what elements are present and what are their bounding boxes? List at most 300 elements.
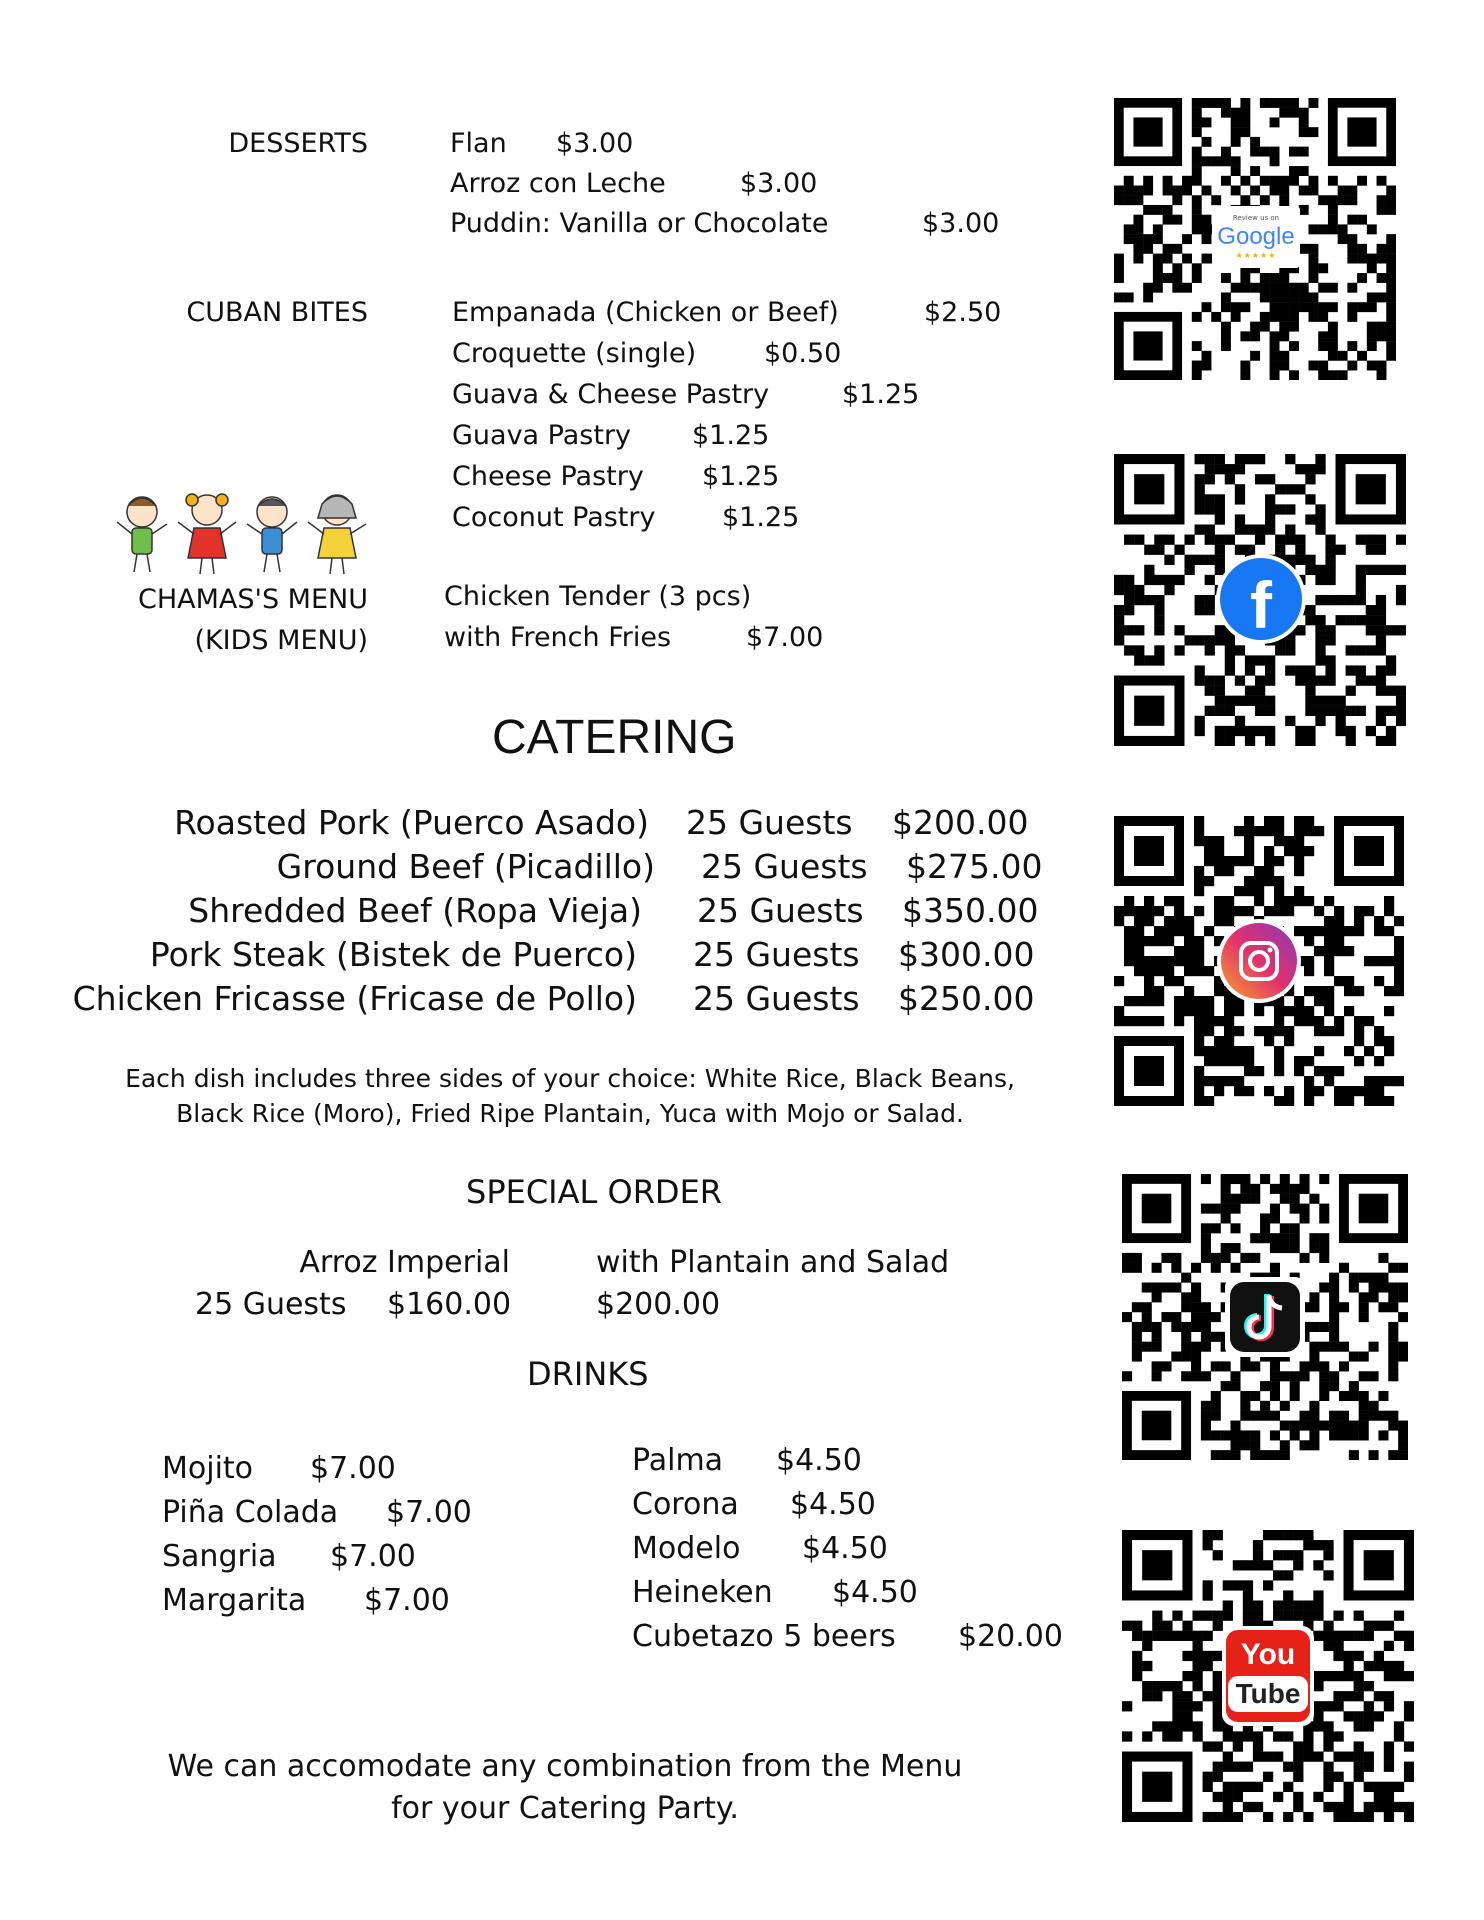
qr-module bbox=[1339, 1342, 1349, 1352]
qr-module bbox=[1192, 1641, 1202, 1651]
qr-module bbox=[1270, 1233, 1280, 1243]
qr-module bbox=[1270, 283, 1280, 293]
qr-module bbox=[1369, 1401, 1379, 1411]
qr-module bbox=[1163, 254, 1173, 264]
qr-module bbox=[1275, 545, 1285, 555]
qr-module bbox=[1114, 195, 1124, 205]
qr-module bbox=[1346, 595, 1356, 605]
qr-module bbox=[1260, 1450, 1270, 1460]
qr-module bbox=[1313, 1681, 1323, 1691]
qr-module bbox=[1144, 996, 1154, 1006]
qr-module bbox=[1396, 585, 1406, 595]
qr-module bbox=[1359, 1401, 1369, 1411]
qr-module bbox=[1244, 836, 1254, 846]
special-order-guests: 25 Guests bbox=[195, 1287, 347, 1322]
qr-module bbox=[1144, 906, 1154, 916]
qr-module bbox=[1315, 645, 1325, 655]
qr-module bbox=[1354, 926, 1364, 936]
qr-module bbox=[1356, 595, 1366, 605]
qr-module bbox=[1347, 244, 1357, 254]
qr-module bbox=[1250, 1430, 1260, 1440]
qr-module bbox=[1270, 292, 1280, 302]
qr-module bbox=[1374, 1661, 1384, 1671]
qr-module bbox=[1333, 1611, 1343, 1621]
qr-module bbox=[1354, 1752, 1364, 1762]
drink-name: Mojito bbox=[162, 1451, 254, 1486]
qr-module bbox=[1396, 716, 1406, 726]
qr-module bbox=[1384, 906, 1394, 916]
qr-module bbox=[1338, 195, 1348, 205]
kids-menu-heading: CHAMAS'S MENU bbox=[138, 584, 368, 615]
qr-module bbox=[1376, 535, 1386, 545]
qr-module bbox=[1309, 1352, 1319, 1362]
qr-module bbox=[1283, 1530, 1293, 1540]
qr-module bbox=[1253, 1741, 1263, 1751]
qr-module bbox=[1349, 1282, 1359, 1292]
menu-item-name: Guava & Cheese Pastry bbox=[452, 379, 770, 410]
qr-module bbox=[1225, 726, 1235, 736]
qr-module bbox=[1404, 1802, 1414, 1812]
menu-item-name: Cheese Pastry bbox=[452, 461, 644, 492]
qr-module bbox=[1240, 302, 1250, 312]
qr-module bbox=[1284, 1036, 1294, 1046]
qr-module bbox=[1134, 926, 1144, 936]
qr-module bbox=[1213, 1611, 1223, 1621]
qr-module bbox=[1133, 195, 1143, 205]
qr-module bbox=[1122, 1263, 1132, 1273]
qr-module bbox=[1230, 1194, 1240, 1204]
qr-module bbox=[1315, 676, 1325, 686]
qr-module bbox=[1323, 1731, 1333, 1741]
qr-module bbox=[1374, 1651, 1384, 1661]
qr-module bbox=[1404, 1641, 1414, 1651]
qr-module bbox=[1230, 1243, 1240, 1253]
qr-module bbox=[1250, 1233, 1260, 1243]
qr-module bbox=[1386, 341, 1396, 351]
qr-module bbox=[1124, 936, 1134, 946]
qr-module bbox=[1134, 966, 1144, 976]
qr-module bbox=[1244, 816, 1254, 826]
qr-module bbox=[1221, 108, 1231, 118]
qr-module bbox=[1202, 234, 1212, 244]
qr-module bbox=[1304, 956, 1314, 966]
qr-module bbox=[1325, 575, 1335, 585]
qr-module bbox=[1396, 706, 1406, 716]
qr-module bbox=[1354, 906, 1364, 916]
qr-module bbox=[1394, 986, 1404, 996]
qr-module bbox=[1346, 645, 1356, 655]
qr-module bbox=[1214, 1016, 1224, 1026]
qr-module bbox=[1377, 331, 1387, 341]
qr-module bbox=[1274, 1066, 1284, 1076]
qr-module bbox=[1192, 1681, 1202, 1691]
qr-module bbox=[1364, 1016, 1374, 1026]
qr-module bbox=[1289, 147, 1299, 157]
qr-module bbox=[1250, 1411, 1260, 1421]
qr-module bbox=[1223, 1611, 1233, 1621]
qr-module bbox=[1191, 1302, 1201, 1312]
qr-code-youtube[interactable] bbox=[1122, 1530, 1414, 1822]
drink-price: $4.50 bbox=[790, 1487, 876, 1522]
qr-module bbox=[1270, 302, 1280, 312]
qr-module bbox=[1329, 1292, 1339, 1302]
drink-price: $4.50 bbox=[776, 1443, 862, 1478]
qr-module bbox=[1204, 836, 1214, 846]
qr-module bbox=[1384, 1046, 1394, 1056]
qr-module bbox=[1398, 1342, 1408, 1352]
qr-module bbox=[1284, 846, 1294, 856]
qr-module bbox=[1192, 176, 1202, 186]
qr-module bbox=[1305, 706, 1315, 716]
qr-module bbox=[1359, 1292, 1369, 1302]
qr-module bbox=[1356, 676, 1366, 686]
qr-module bbox=[1325, 595, 1335, 605]
qr-module bbox=[1328, 370, 1338, 380]
qr-module bbox=[1172, 1711, 1182, 1721]
qr-module bbox=[1255, 696, 1265, 706]
qr-module bbox=[1184, 936, 1194, 946]
qr-module bbox=[1274, 1006, 1284, 1016]
qr-module bbox=[1132, 1671, 1142, 1681]
qr-module bbox=[1290, 1243, 1300, 1253]
qr-code-google[interactable] bbox=[1114, 98, 1396, 380]
qr-module bbox=[1142, 1302, 1152, 1312]
qr-module bbox=[1374, 1621, 1384, 1631]
qr-module bbox=[1295, 665, 1305, 675]
qr-module bbox=[1369, 1342, 1379, 1352]
qr-module bbox=[1323, 1802, 1333, 1812]
qr-module bbox=[1367, 341, 1377, 351]
qr-module bbox=[1133, 254, 1143, 264]
qr-code-tiktok[interactable] bbox=[1122, 1174, 1408, 1460]
qr-module bbox=[1194, 996, 1204, 1006]
qr-module bbox=[1319, 1381, 1329, 1391]
qr-module bbox=[1233, 1731, 1243, 1741]
qr-module bbox=[1289, 98, 1299, 108]
qr-module bbox=[1225, 665, 1235, 675]
qr-module bbox=[1349, 1421, 1359, 1431]
qr-module bbox=[1388, 1421, 1398, 1431]
qr-module bbox=[1293, 1762, 1303, 1772]
qr-module bbox=[1214, 1076, 1224, 1086]
catering-item-name: Chicken Fricasse (Fricase de Pollo) bbox=[72, 979, 637, 1018]
qr-module bbox=[1319, 1243, 1329, 1253]
qr-module bbox=[1384, 1691, 1394, 1701]
qr-module bbox=[1124, 595, 1134, 605]
qr-module bbox=[1244, 846, 1254, 856]
qr-module bbox=[1386, 655, 1396, 665]
qr-module bbox=[1154, 645, 1164, 655]
qr-module bbox=[1164, 585, 1174, 595]
menu-item-name: Empanada (Chicken or Beef) bbox=[452, 297, 839, 328]
qr-module bbox=[1134, 595, 1144, 605]
qr-module bbox=[1364, 1076, 1374, 1086]
qr-module bbox=[1235, 676, 1245, 686]
drink-name: Corona bbox=[632, 1487, 739, 1522]
qr-module bbox=[1318, 370, 1328, 380]
qr-module bbox=[1329, 1371, 1339, 1381]
qr-module bbox=[1336, 726, 1346, 736]
qr-module bbox=[1203, 1631, 1213, 1641]
qr-module bbox=[1328, 215, 1338, 225]
qr-module bbox=[1289, 292, 1299, 302]
qr-module bbox=[1325, 706, 1335, 716]
qr-module bbox=[1142, 1691, 1152, 1701]
qr-module bbox=[1205, 494, 1215, 504]
qr-module bbox=[1205, 504, 1215, 514]
qr-module bbox=[1144, 916, 1154, 926]
qr-module bbox=[1388, 1263, 1398, 1273]
qr-module bbox=[1324, 936, 1334, 946]
qr-module bbox=[1290, 1184, 1300, 1194]
qr-module bbox=[1264, 826, 1274, 836]
qr-module bbox=[1300, 1174, 1310, 1184]
qr-module bbox=[1323, 1570, 1333, 1580]
qr-module bbox=[1202, 254, 1212, 264]
qr-module bbox=[1192, 361, 1202, 371]
qr-module bbox=[1386, 686, 1396, 696]
qr-module bbox=[1328, 224, 1338, 234]
drink-price: $7.00 bbox=[330, 1539, 416, 1574]
qr-module bbox=[1264, 1036, 1274, 1046]
qr-module bbox=[1336, 545, 1346, 555]
qr-module bbox=[1394, 1782, 1404, 1792]
qr-module bbox=[1319, 1421, 1329, 1431]
qr-module bbox=[1114, 263, 1124, 273]
qr-module bbox=[1245, 545, 1255, 555]
qr-module bbox=[1192, 1651, 1202, 1661]
qr-module bbox=[1192, 108, 1202, 118]
qr-module bbox=[1295, 726, 1305, 736]
qr-module bbox=[1172, 1731, 1182, 1741]
qr-module bbox=[1253, 1550, 1263, 1560]
qr-module bbox=[1202, 117, 1212, 127]
qr-module bbox=[1164, 896, 1174, 906]
qr-code-facebook[interactable] bbox=[1114, 454, 1406, 746]
qr-module bbox=[1124, 585, 1134, 595]
qr-module bbox=[1289, 370, 1299, 380]
qr-module bbox=[1235, 524, 1245, 534]
qr-module bbox=[1235, 545, 1245, 555]
qr-module bbox=[1233, 1762, 1243, 1772]
special-order-heading: SPECIAL ORDER bbox=[466, 1173, 723, 1211]
qr-finder-inner bbox=[1356, 474, 1386, 504]
qr-module bbox=[1305, 736, 1315, 746]
qr-module bbox=[1309, 1233, 1319, 1243]
kids-item-name: Chicken Tender (3 pcs) bbox=[444, 581, 752, 612]
qr-module bbox=[1364, 956, 1374, 966]
qr-module bbox=[1114, 575, 1124, 585]
qr-module bbox=[1366, 565, 1376, 575]
qr-module bbox=[1204, 1016, 1214, 1026]
qr-module bbox=[1144, 936, 1154, 946]
qr-module bbox=[1244, 856, 1254, 866]
qr-module bbox=[1338, 186, 1348, 196]
qr-module bbox=[1354, 1671, 1364, 1681]
catering-item-price: $200.00 bbox=[892, 803, 1029, 842]
qr-module bbox=[1386, 351, 1396, 361]
qr-module bbox=[1319, 1213, 1329, 1223]
qr-module bbox=[1300, 1421, 1310, 1431]
qr-module bbox=[1359, 1371, 1369, 1381]
qr-module bbox=[1260, 1213, 1270, 1223]
qr-module bbox=[1270, 1184, 1280, 1194]
menu-item-price: $1.25 bbox=[692, 420, 770, 451]
qr-module bbox=[1194, 906, 1204, 916]
qr-module bbox=[1234, 886, 1244, 896]
qr-module bbox=[1152, 1691, 1162, 1701]
qr-module bbox=[1235, 454, 1245, 464]
qr-module bbox=[1308, 302, 1318, 312]
qr-module bbox=[1378, 1411, 1388, 1421]
qr-module bbox=[1295, 555, 1305, 565]
qr-module bbox=[1240, 1391, 1250, 1401]
instagram-icon bbox=[1217, 919, 1301, 1003]
qr-module bbox=[1204, 1046, 1214, 1056]
qr-module bbox=[1192, 273, 1202, 283]
catering-heading: CATERING bbox=[492, 711, 737, 764]
qr-module bbox=[1279, 322, 1289, 332]
qr-module bbox=[1384, 1006, 1394, 1016]
qr-module bbox=[1264, 1026, 1274, 1036]
qr-module bbox=[1384, 1076, 1394, 1086]
qr-module bbox=[1304, 816, 1314, 826]
qr-module bbox=[1204, 876, 1214, 886]
qr-module bbox=[1308, 98, 1318, 108]
qr-module bbox=[1240, 127, 1250, 137]
qr-module bbox=[1144, 595, 1154, 605]
qr-module bbox=[1386, 273, 1396, 283]
qr-module bbox=[1290, 1233, 1300, 1243]
qr-module bbox=[1384, 896, 1394, 906]
qr-module bbox=[1192, 224, 1202, 234]
qr-module bbox=[1346, 665, 1356, 675]
qr-module bbox=[1191, 1312, 1201, 1322]
kids-illustration bbox=[112, 484, 374, 580]
qr-module bbox=[1245, 454, 1255, 464]
qr-module bbox=[1174, 1016, 1184, 1026]
qr-module bbox=[1225, 474, 1235, 484]
qr-code-instagram[interactable] bbox=[1114, 816, 1404, 1106]
qr-module bbox=[1265, 655, 1275, 665]
qr-module bbox=[1366, 726, 1376, 736]
qr-module bbox=[1386, 186, 1396, 196]
qr-module bbox=[1374, 1026, 1384, 1036]
qr-module bbox=[1354, 1721, 1364, 1731]
qr-module bbox=[1133, 224, 1143, 234]
qr-module bbox=[1319, 1342, 1329, 1352]
qr-module bbox=[1359, 1411, 1369, 1421]
qr-module bbox=[1270, 273, 1280, 283]
qr-module bbox=[1270, 1371, 1280, 1381]
qr-module bbox=[1324, 946, 1334, 956]
qr-module bbox=[1195, 454, 1205, 464]
qr-module bbox=[1164, 916, 1174, 926]
qr-module bbox=[1192, 147, 1202, 157]
qr-module bbox=[1124, 996, 1134, 1006]
qr-module bbox=[1366, 625, 1376, 635]
qr-module bbox=[1284, 1086, 1294, 1096]
kid-figure bbox=[117, 497, 167, 572]
menu-item-name: Puddin: Vanilla or Chocolate bbox=[450, 208, 829, 239]
qr-module bbox=[1305, 494, 1315, 504]
qr-module bbox=[1181, 1273, 1191, 1283]
qr-module bbox=[1223, 1802, 1233, 1812]
qr-module bbox=[1205, 575, 1215, 585]
qr-module bbox=[1357, 302, 1367, 312]
qr-module bbox=[1124, 956, 1134, 966]
qr-module bbox=[1366, 605, 1376, 615]
qr-module bbox=[1376, 716, 1386, 726]
qr-module bbox=[1284, 1096, 1294, 1106]
qr-module bbox=[1323, 1782, 1333, 1792]
qr-module bbox=[1294, 816, 1304, 826]
qr-module bbox=[1184, 555, 1194, 565]
qr-module bbox=[1174, 625, 1184, 635]
qr-module bbox=[1394, 1611, 1404, 1621]
qr-module bbox=[1154, 986, 1164, 996]
qr-module bbox=[1182, 234, 1192, 244]
qr-module bbox=[1224, 1056, 1234, 1066]
qr-module bbox=[1142, 1282, 1152, 1292]
qr-module bbox=[1270, 1381, 1280, 1391]
qr-module bbox=[1294, 896, 1304, 906]
qr-module bbox=[1245, 686, 1255, 696]
qr-module bbox=[1329, 1273, 1339, 1283]
qr-module bbox=[1309, 1440, 1319, 1450]
qr-module bbox=[1384, 1741, 1394, 1751]
qr-module bbox=[1279, 186, 1289, 196]
qr-module bbox=[1356, 706, 1366, 716]
qr-module bbox=[1240, 283, 1250, 293]
qr-module bbox=[1334, 916, 1344, 926]
qr-module bbox=[1250, 1391, 1260, 1401]
qr-module bbox=[1386, 736, 1396, 746]
qr-module bbox=[1243, 1600, 1253, 1610]
menu-item-name: Arroz con Leche bbox=[450, 168, 666, 199]
qr-module bbox=[1201, 1322, 1211, 1332]
qr-module bbox=[1240, 361, 1250, 371]
qr-module bbox=[1305, 474, 1315, 484]
qr-module bbox=[1224, 1026, 1234, 1036]
qr-module bbox=[1398, 1352, 1408, 1362]
qr-module bbox=[1213, 1550, 1223, 1560]
qr-module bbox=[1313, 1590, 1323, 1600]
qr-module bbox=[1124, 176, 1134, 186]
qr-module bbox=[1300, 1411, 1310, 1421]
qr-module bbox=[1294, 1006, 1304, 1016]
qr-module bbox=[1162, 1721, 1172, 1731]
qr-module bbox=[1255, 655, 1265, 665]
qr-module bbox=[1174, 996, 1184, 1006]
qr-module bbox=[1284, 1006, 1294, 1016]
qr-module bbox=[1293, 1752, 1303, 1762]
qr-module bbox=[1279, 361, 1289, 371]
qr-module bbox=[1367, 322, 1377, 332]
qr-module bbox=[1134, 956, 1144, 966]
qr-module bbox=[1328, 205, 1338, 215]
qr-module bbox=[1333, 1671, 1343, 1681]
qr-module bbox=[1153, 254, 1163, 264]
qr-module bbox=[1349, 1391, 1359, 1401]
qr-module bbox=[1204, 856, 1214, 866]
qr-module bbox=[1270, 1243, 1280, 1253]
qr-module bbox=[1274, 886, 1284, 896]
qr-module bbox=[1364, 1711, 1374, 1721]
qr-module bbox=[1313, 1540, 1323, 1550]
qr-module bbox=[1313, 1721, 1323, 1731]
qr-module bbox=[1314, 1086, 1324, 1096]
